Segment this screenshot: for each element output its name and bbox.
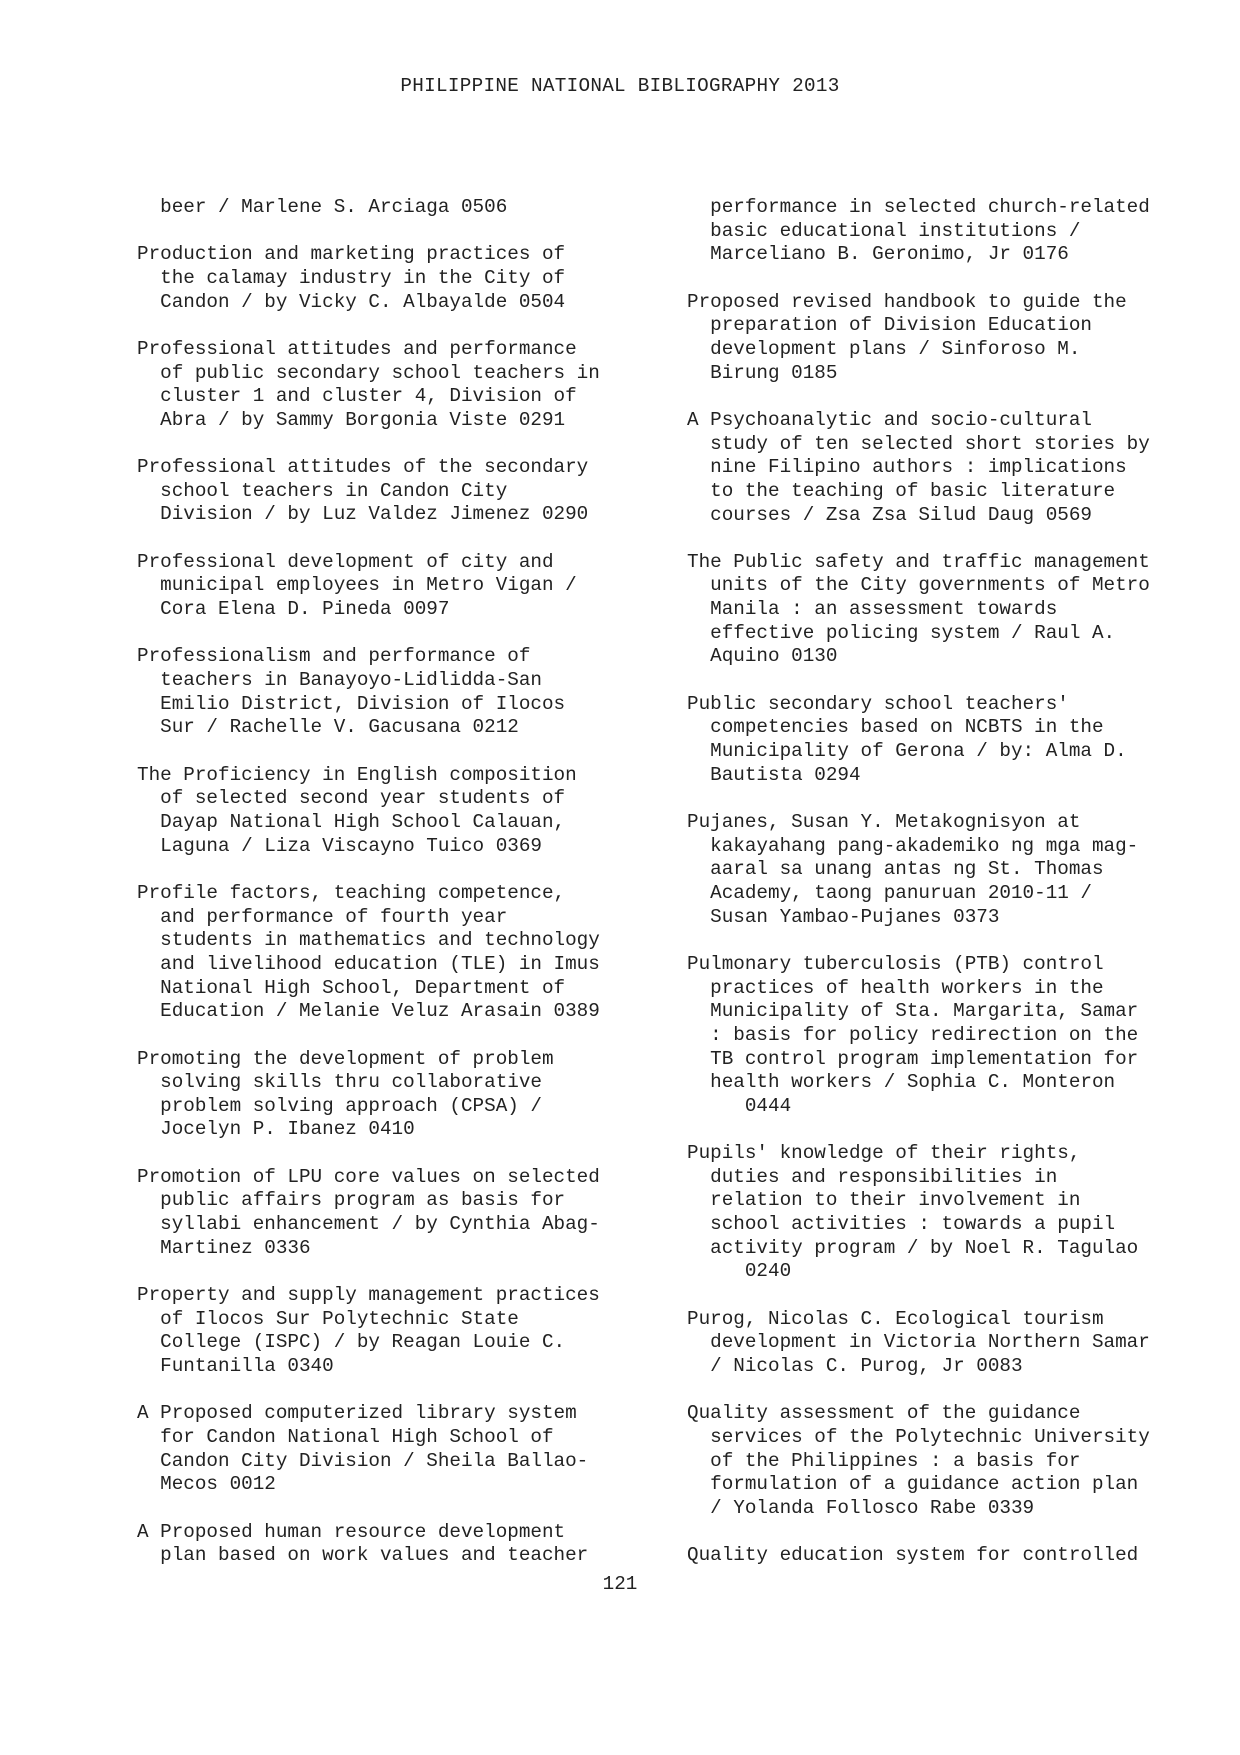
bibliography-entry: The Public safety and traffic management units of the City governments of Metro Manila : an assessment towards effective policing system / Raul A. Aquino 0130: [687, 550, 1150, 668]
bibliography-entry: The Proficiency in English composition of selected second year students of Dayap National High School Calauan, Laguna / Liza Viscayno Tuico 0369: [137, 763, 577, 857]
running-header: PHILIPPINE NATIONAL BIBLIOGRAPHY 2013: [400, 75, 840, 97]
right-column: [687, 196, 1212, 1592]
bibliography-entry: Production and marketing practices of the calamay industry in the City of Candon / by Vicky C. Albayalde 0504: [137, 243, 566, 313]
bibliography-entry: Promotion of LPU core values on selected public affairs program as basis for syllabi enhancement / by Cynthia Abag- Martinez 0336: [137, 1165, 600, 1259]
bibliography-entry: Profile factors, teaching competence, and performance of fourth year students in mathematics and technology and livelihood education (TLE) in Imus National High School, Department of Education / Melanie Veluz Arasain 0389: [137, 881, 600, 1023]
bibliography-entry: A Psychoanalytic and socio-cultural study of ten selected short stories by nine Filipino authors : implications to the teaching of basic literature courses / Zsa Zsa Silud Daug 0569: [687, 408, 1150, 526]
bibliography-entry: Promoting the development of problem solving skills thru collaborative problem solving approach (CPSA) / Jocelyn P. Ibanez 0410: [137, 1047, 554, 1141]
bibliography-entry: Public secondary school teachers' competencies based on NCBTS in the Municipality of Gerona / by: Alma D. Bautista 0294: [687, 692, 1127, 786]
bibliography-entry: beer / Marlene S. Arciaga 0506: [137, 196, 508, 218]
bibliography-entry: Purog, Nicolas C. Ecological tourism development in Victoria Northern Samar / Nicolas C. Purog, Jr 0083: [687, 1307, 1150, 1378]
bibliography-entry: Professional attitudes and performance of public secondary school teachers in cluster 1 and cluster 4, Division of Abra / by Sammy Borgonia Viste 0291: [137, 337, 600, 431]
bibliography-entry: Quality education system for controlled: [687, 1544, 1139, 1567]
bibliography-entry: A Proposed computerized library system for Candon National High School of Candon City Division / Sheila Ballao- Mecos 0012: [137, 1402, 589, 1496]
bibliography-entry: Pupils' knowledge of their rights, duties and responsibilities in relation to their involvement in school activities : towards a pupil activity program / by Noel R. Tagulao 0240: [687, 1142, 1139, 1283]
bibliography-entry: Pujanes, Susan Y. Metakognisyon at kakayahang pang-akademiko ng mga mag- aaral sa unang antas ng St. Thomas Academy, taong panuruan 2010-11 / Susan Yambao-Pujanes 0373: [687, 810, 1139, 928]
bibliography-entry: Professional development of city and municipal employees in Metro Vigan / Cora Elena D. Pineda 0097: [137, 550, 577, 621]
bibliography-entry: Property and supply management practices of Ilocos Sur Polytechnic State College (ISPC) / by Reagan Louie C. Funtanilla 0340: [137, 1284, 600, 1377]
bibliography-entry: A Proposed human resource development plan based on work values and teacher: [137, 1520, 589, 1567]
bibliography-entry: performance in selected church-related basic educational institutions / Marceliano B. Geronimo, Jr 0176: [710, 196, 1150, 266]
bibliography-entry: Professional attitudes of the secondary school teachers in Candon City Division / by Luz Valdez Jimenez 0290: [137, 456, 589, 526]
left-column: [137, 196, 662, 1592]
page-number: 121: [602, 1573, 638, 1595]
bibliography-entry: Quality assessment of the guidance services of the Polytechnic University of the Philippines : a basis for formulation of a guidance action plan / Yolanda Follosco Rabe 0339: [687, 1402, 1150, 1519]
bibliography-entry: Professionalism and performance of teachers in Banayoyo-Lidlidda-San Emilio District, Division of Ilocos Sur / Rachelle V. Gacusana 0212: [137, 645, 566, 739]
bibliography-entry: Proposed revised handbook to guide the preparation of Division Education development plans / Sinforoso M. Birung 0185: [687, 290, 1127, 384]
bibliography-entry: Pulmonary tuberculosis (PTB) control practices of health workers in the Municipality of Sta. Margarita, Samar : basis for policy redirection on the TB control program implementation for health workers / Sophia C. Monteron 0444: [687, 952, 1139, 1117]
